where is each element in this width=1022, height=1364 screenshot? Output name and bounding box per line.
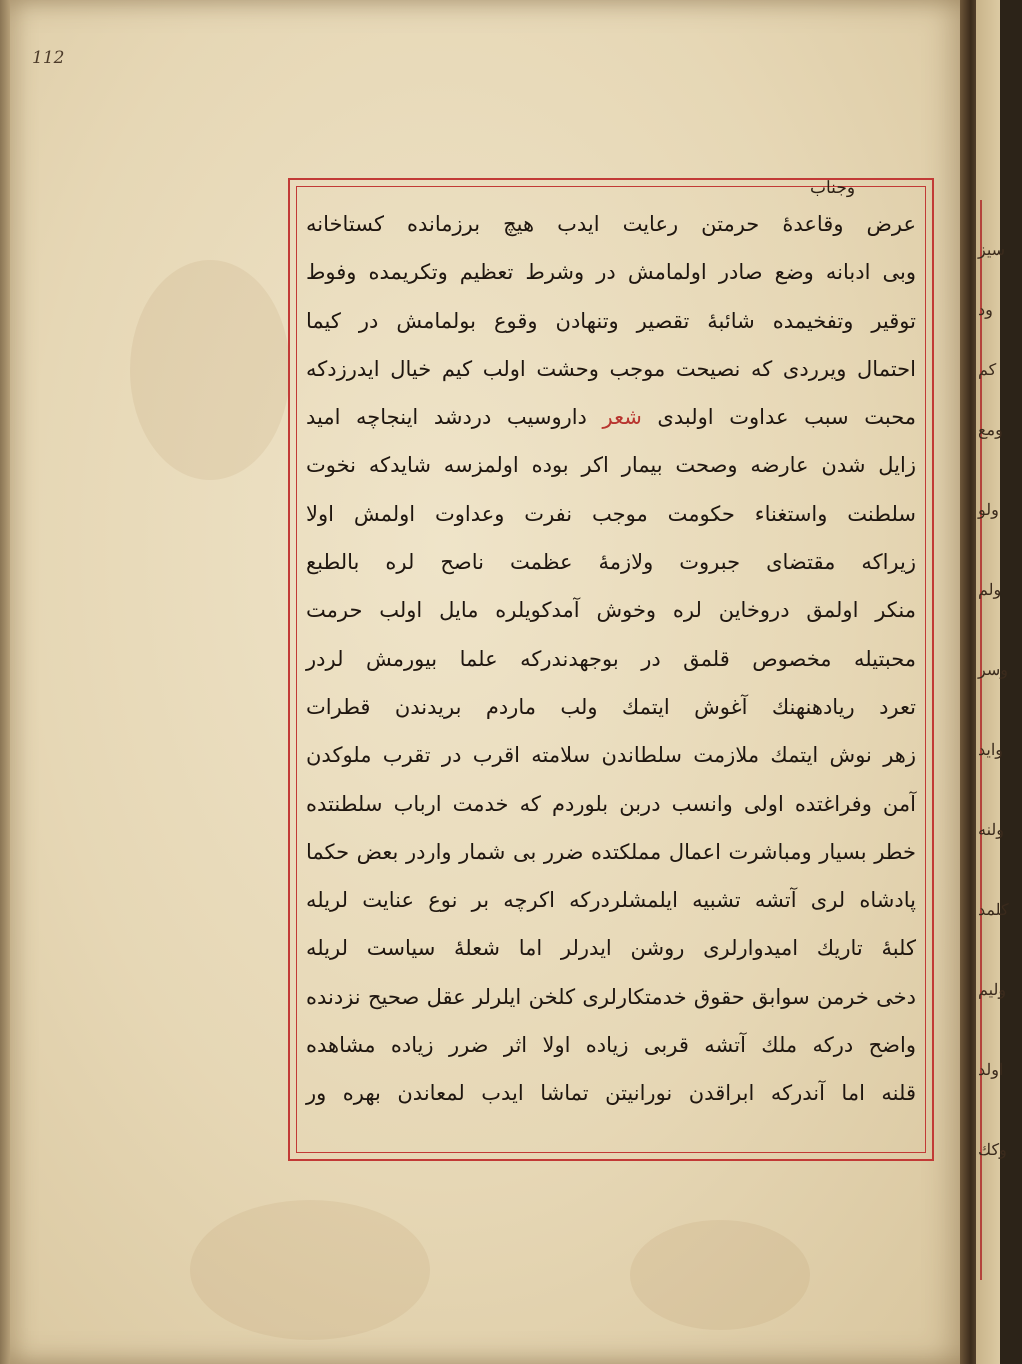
text-line: زايل شدن عارضه وصحت بيمار اكر بوده اولمزسه شايدكه نخوت <box>306 453 916 478</box>
text-line: محبت سبب عداوت اولبدى شعر داروسيب دردشد اينجاچه اميد <box>306 405 916 430</box>
folio-number: 112 <box>32 48 65 68</box>
text-line: كلبهٔ تاريك اميدوارلرى روشن ايدرلر اما شعلهٔ سياست لريله <box>306 936 916 961</box>
facing-text-fragment: ود <box>978 300 993 319</box>
facing-text-fragment: وسر <box>978 660 1008 679</box>
paper-stain <box>190 1200 430 1340</box>
text-line: زيراكه مقتضاى جبروت ولازمهٔ عظمت ناصح لره بالطبع <box>306 550 916 575</box>
text-line: تعرد ريادهنهنك آغوش ايتمك ولب ماردم بريدندن قطرات <box>306 694 916 719</box>
text-line: منكر اولمق دروخاين لره وخوش آمدكويلره مايل اولب حرمت <box>306 598 916 623</box>
text-line: خطر بسيار ومباشرت اعمال مملكتده ضرر بى شمار واردر بعض حكما <box>306 839 916 864</box>
text-line: زهر نوش ايتمك ملازمت سلطاندن سلامته اقرب در تقرب ملوكدن <box>306 743 916 768</box>
facing-text-fragment: ولنه <box>978 820 1005 839</box>
text-line: واضح دركه ملك آتشه قربى زياده اولا اثر ضرر زياده مشاهده <box>306 1033 916 1058</box>
facing-text-fragment: وليم <box>978 980 1007 999</box>
facing-text-fragment: سيز <box>978 240 1006 259</box>
text-line: توقير وتفخيمده شائبهٔ تقصير وتنهادن وقوع بولمامش در كيما <box>306 308 916 333</box>
facing-text-fragment: ولو <box>978 500 999 519</box>
text-line: آمن وفراغتده اولى وانسب دربن بلوردم كه خدمت ارباب سلطنتده <box>306 791 916 816</box>
facing-page-edge <box>976 0 1009 1364</box>
text-line: محبتيله مخصوص قلمق در بوجهدندركه علما بيورمش لردر <box>306 646 916 671</box>
rubric-word: شعر <box>602 405 642 430</box>
text-block <box>306 200 916 1144</box>
paper-stain <box>130 260 290 480</box>
facing-text-fragment: وايد <box>978 740 1004 759</box>
facing-text-fragment: وكك <box>978 1140 1007 1159</box>
catchword: وجناب <box>810 178 856 198</box>
paper-stain <box>630 1220 810 1330</box>
facing-text-fragment: كم <box>978 360 997 379</box>
facing-text-fragment: ومع <box>978 420 1003 439</box>
facing-text-fragment: اولد <box>978 1060 1004 1079</box>
text-line: وبى ادبانه وضع صادر اولمامش در وشرط تعظيم وتكريمده وفوط <box>306 260 916 285</box>
text-line: قلنه اما آندركه ابراقدن نورانيتن تماشا ايدب لمعاندن بهره ور <box>306 1081 916 1106</box>
text-line: احتمال ويرردى كه نصيحت موجب وحشت اولب كيم خيال ايدرزدكه <box>306 356 916 381</box>
facing-text-fragment: كلمد <box>978 900 1009 919</box>
text-line: عرض وقاعدهٔ حرمتن رعايت ايدب هيچ برزمانده كستاخانه <box>306 212 916 236</box>
text-line: پادشاه لرى آتشه تشبيه ايلمشلردركه اكرچه بر نوع عنايت لريله <box>306 888 916 913</box>
facing-text-fragment: ولم <box>978 580 1002 599</box>
text-line: دخى خرمن سوابق حقوق خدمتكارلرى كلخن ايلرلر عقل صحيح نزدنده <box>306 984 916 1009</box>
text-line: سلطنت واستغناء حكومت موجب نفرت وعداوت اولمش اولا <box>306 501 916 526</box>
